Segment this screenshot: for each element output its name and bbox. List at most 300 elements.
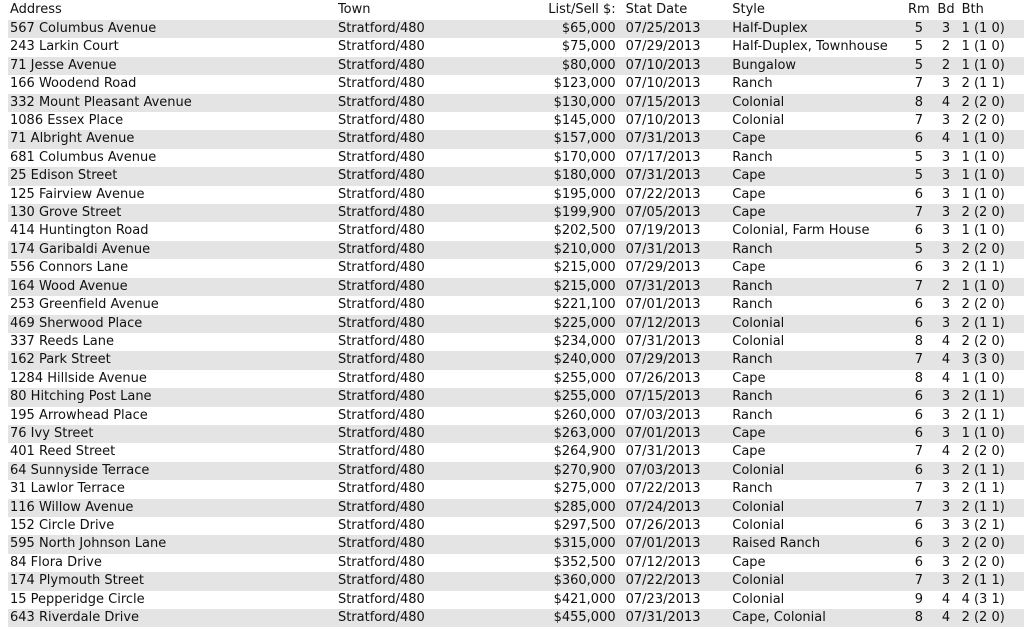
cell-style: Colonial	[732, 462, 785, 478]
table-row	[8, 425, 1024, 443]
cell-rooms: 5	[914, 39, 923, 55]
cell-town: Stratford/480	[337, 57, 425, 73]
table-row	[8, 480, 1024, 498]
cell-price: $75,000	[561, 39, 616, 55]
cell-bedrooms: 3	[941, 223, 951, 239]
cell-date: 07/29/2013	[625, 352, 701, 368]
cell-date: 07/01/2013	[625, 425, 701, 441]
table-row	[8, 535, 1024, 553]
cell-baths: 2 (2 0)	[961, 113, 1005, 129]
cell-bedrooms: 4	[941, 352, 951, 368]
cell-baths: 2 (2 0)	[961, 554, 1005, 570]
cell-price: $421,000	[553, 591, 616, 607]
cell-rooms: 5	[914, 168, 923, 184]
cell-date: 07/26/2013	[625, 370, 701, 386]
cell-price: $157,000	[553, 131, 616, 147]
cell-address: 162 Park Street	[10, 352, 111, 368]
cell-bedrooms: 2	[941, 57, 951, 73]
cell-town: Stratford/480	[337, 462, 425, 478]
cell-baths: 1 (1 0)	[961, 186, 1005, 202]
cell-style: Ranch	[732, 389, 773, 405]
cell-price: $199,900	[553, 205, 616, 221]
cell-baths: 2 (2 0)	[961, 297, 1005, 313]
cell-address: 164 Wood Avenue	[10, 278, 128, 294]
cell-baths: 1 (1 0)	[961, 57, 1005, 73]
cell-address: 125 Fairview Avenue	[10, 186, 145, 202]
cell-baths: 2 (1 1)	[961, 481, 1005, 497]
header-address: Address	[10, 2, 62, 17]
cell-baths: 2 (2 0)	[961, 205, 1005, 221]
cell-address: 31 Lawlor Terrace	[10, 481, 125, 497]
cell-address: 595 North Johnson Lane	[10, 536, 167, 552]
cell-price: $315,000	[553, 536, 616, 552]
cell-town: Stratford/480	[337, 352, 425, 368]
cell-price: $145,000	[553, 113, 616, 129]
cell-bedrooms: 3	[941, 462, 951, 478]
cell-town: Stratford/480	[337, 333, 425, 349]
table-row	[8, 149, 1024, 167]
cell-address: 64 Sunnyside Terrace	[10, 462, 150, 478]
cell-baths: 1 (1 0)	[961, 131, 1005, 147]
cell-address: 332 Mount Pleasant Avenue	[10, 94, 192, 110]
cell-baths: 1 (1 0)	[961, 21, 1005, 36]
cell-price: $80,000	[561, 57, 616, 73]
cell-bedrooms: 3	[941, 205, 951, 221]
cell-style: Cape	[732, 186, 766, 202]
cell-style: Ranch	[732, 352, 773, 368]
cell-rooms: 6	[914, 517, 923, 533]
table-row	[8, 609, 1024, 627]
cell-style: Cape	[732, 260, 766, 276]
table-row	[8, 388, 1024, 406]
cell-price: $264,900	[553, 444, 616, 460]
cell-bedrooms: 3	[941, 481, 951, 497]
cell-style: Cape	[732, 444, 766, 460]
cell-town: Stratford/480	[337, 389, 425, 405]
cell-baths: 1 (1 0)	[961, 149, 1005, 165]
cell-baths: 2 (2 0)	[961, 94, 1005, 110]
cell-date: 07/01/2013	[625, 297, 701, 313]
table-row	[8, 57, 1024, 75]
cell-style: Half-Duplex	[732, 21, 808, 36]
cell-baths: 2 (2 0)	[961, 241, 1005, 257]
cell-style: Bungalow	[732, 57, 797, 73]
cell-baths: 2 (1 1)	[961, 389, 1005, 405]
cell-date: 07/05/2013	[625, 205, 701, 221]
cell-address: 71 Jesse Avenue	[10, 57, 117, 73]
cell-baths: 1 (1 0)	[961, 223, 1005, 239]
cell-rooms: 6	[914, 462, 923, 478]
cell-address: 643 Riverdale Drive	[10, 610, 140, 625]
cell-style: Colonial	[732, 591, 785, 607]
cell-bedrooms: 2	[941, 278, 951, 294]
cell-baths: 2 (1 1)	[961, 573, 1005, 589]
cell-price: $221,100	[553, 297, 616, 313]
cell-town: Stratford/480	[337, 591, 425, 607]
cell-price: $180,000	[553, 168, 616, 184]
cell-bedrooms: 3	[941, 425, 951, 441]
cell-town: Stratford/480	[337, 425, 425, 441]
cell-rooms: 7	[914, 278, 923, 294]
cell-address: 130 Grove Street	[10, 205, 122, 221]
cell-date: 07/01/2013	[625, 536, 701, 552]
table-row	[8, 75, 1024, 93]
table-row	[8, 517, 1024, 535]
cell-baths: 1 (1 0)	[961, 370, 1005, 386]
cell-baths: 1 (1 0)	[961, 278, 1005, 294]
cell-address: 469 Sherwood Place	[10, 315, 143, 331]
cell-style: Ranch	[732, 278, 773, 294]
cell-bedrooms: 4	[941, 94, 951, 110]
cell-bedrooms: 3	[941, 297, 951, 313]
cell-date: 07/10/2013	[625, 113, 701, 129]
table-row	[8, 462, 1024, 480]
cell-bedrooms: 3	[941, 168, 951, 184]
cell-baths: 4 (3 1)	[961, 591, 1005, 607]
cell-date: 07/03/2013	[625, 462, 701, 478]
cell-bedrooms: 3	[941, 76, 951, 92]
table-row	[8, 572, 1024, 590]
table-row	[8, 499, 1024, 517]
cell-town: Stratford/480	[337, 297, 425, 313]
cell-date: 07/24/2013	[625, 499, 701, 515]
cell-price: $240,000	[553, 352, 616, 368]
cell-price: $65,000	[561, 21, 616, 36]
cell-address: 152 Circle Drive	[10, 517, 115, 533]
cell-rooms: 8	[914, 94, 923, 110]
table-row	[8, 186, 1024, 204]
cell-date: 07/23/2013	[625, 591, 701, 607]
cell-town: Stratford/480	[337, 113, 425, 129]
cell-rooms: 7	[914, 76, 923, 92]
cell-town: Stratford/480	[337, 370, 425, 386]
cell-town: Stratford/480	[337, 573, 425, 589]
cell-rooms: 7	[914, 444, 923, 460]
cell-address: 401 Reed Street	[10, 444, 116, 460]
cell-rooms: 6	[914, 389, 923, 405]
cell-address: 556 Connors Lane	[10, 260, 129, 276]
cell-rooms: 7	[914, 205, 923, 221]
cell-style: Cape	[732, 425, 766, 441]
cell-style: Half-Duplex, Townhouse	[732, 39, 888, 55]
cell-rooms: 9	[914, 591, 923, 607]
cell-rooms: 6	[914, 425, 923, 441]
table-row	[8, 370, 1024, 388]
cell-price: $234,000	[553, 333, 616, 349]
table-row	[8, 278, 1024, 296]
cell-rooms: 7	[914, 481, 923, 497]
cell-rooms: 6	[914, 297, 923, 313]
cell-date: 07/31/2013	[625, 241, 701, 257]
cell-date: 07/12/2013	[625, 554, 701, 570]
cell-bedrooms: 3	[941, 389, 951, 405]
cell-address: 166 Woodend Road	[10, 76, 137, 92]
cell-address: 174 Garibaldi Avenue	[10, 241, 151, 257]
cell-address: 1086 Essex Place	[10, 113, 124, 129]
cell-bedrooms: 3	[941, 573, 951, 589]
cell-style: Ranch	[732, 481, 773, 497]
cell-date: 07/17/2013	[625, 149, 701, 165]
cell-baths: 2 (2 0)	[961, 333, 1005, 349]
cell-bedrooms: 3	[941, 499, 951, 515]
cell-style: Cape	[732, 370, 766, 386]
cell-date: 07/10/2013	[625, 57, 701, 73]
cell-rooms: 6	[914, 186, 923, 202]
table-row	[8, 20, 1024, 38]
cell-style: Colonial	[732, 517, 785, 533]
cell-town: Stratford/480	[337, 131, 425, 147]
table-row	[8, 443, 1024, 461]
table-row	[8, 296, 1024, 314]
cell-town: Stratford/480	[337, 205, 425, 221]
cell-date: 07/12/2013	[625, 315, 701, 331]
header-baths: Bth	[961, 2, 984, 17]
cell-town: Stratford/480	[337, 536, 425, 552]
cell-price: $260,000	[553, 407, 616, 423]
cell-town: Stratford/480	[337, 94, 425, 110]
cell-price: $275,000	[553, 481, 616, 497]
cell-baths: 2 (1 1)	[961, 407, 1005, 423]
cell-style: Cape	[732, 168, 766, 184]
cell-town: Stratford/480	[337, 481, 425, 497]
table-row	[8, 259, 1024, 277]
cell-date: 07/03/2013	[625, 407, 701, 423]
cell-town: Stratford/480	[337, 186, 425, 202]
cell-style: Raised Ranch	[732, 536, 821, 552]
table-row	[8, 333, 1024, 351]
cell-style: Colonial	[732, 573, 785, 589]
cell-address: 253 Greenfield Avenue	[10, 297, 159, 313]
table-row	[8, 554, 1024, 572]
cell-price: $210,000	[553, 241, 616, 257]
cell-town: Stratford/480	[337, 241, 425, 257]
cell-price: $285,000	[553, 499, 616, 515]
cell-baths: 3 (2 1)	[961, 517, 1005, 533]
cell-style: Ranch	[732, 297, 773, 313]
table-row	[8, 38, 1024, 56]
cell-town: Stratford/480	[337, 223, 425, 239]
cell-address: 1284 Hillside Avenue	[10, 370, 147, 386]
cell-town: Stratford/480	[337, 76, 425, 92]
cell-style: Cape	[732, 205, 766, 221]
table-row	[8, 94, 1024, 112]
cell-baths: 2 (1 1)	[961, 260, 1005, 276]
cell-date: 07/22/2013	[625, 481, 701, 497]
cell-style: Colonial	[732, 315, 785, 331]
cell-bedrooms: 3	[941, 186, 951, 202]
cell-address: 195 Arrowhead Place	[10, 407, 148, 423]
cell-price: $202,500	[553, 223, 616, 239]
cell-address: 15 Pepperidge Circle	[10, 591, 145, 607]
cell-baths: 2 (1 1)	[961, 76, 1005, 92]
cell-address: 243 Larkin Court	[10, 39, 119, 55]
cell-town: Stratford/480	[337, 39, 425, 55]
cell-address: 414 Huntington Road	[10, 223, 149, 239]
cell-date: 07/22/2013	[625, 186, 701, 202]
cell-town: Stratford/480	[337, 444, 425, 460]
cell-date: 07/22/2013	[625, 573, 701, 589]
table-row	[8, 591, 1024, 609]
cell-bedrooms: 3	[941, 517, 951, 533]
cell-rooms: 6	[914, 223, 923, 239]
cell-price: $255,000	[553, 370, 616, 386]
cell-style: Colonial	[732, 113, 785, 129]
cell-baths: 1 (1 0)	[961, 39, 1005, 55]
cell-bedrooms: 3	[941, 260, 951, 276]
cell-baths: 1 (1 0)	[961, 168, 1005, 184]
cell-town: Stratford/480	[337, 554, 425, 570]
table-row	[8, 222, 1024, 240]
cell-town: Stratford/480	[337, 407, 425, 423]
cell-date: 07/31/2013	[625, 168, 701, 184]
cell-style: Ranch	[732, 407, 773, 423]
cell-bedrooms: 3	[941, 407, 951, 423]
cell-rooms: 5	[914, 21, 923, 36]
cell-price: $130,000	[553, 94, 616, 110]
cell-bedrooms: 3	[941, 554, 951, 570]
cell-price: $270,900	[553, 462, 616, 478]
cell-style: Ranch	[732, 241, 773, 257]
cell-town: Stratford/480	[337, 168, 425, 184]
header-bedrooms: Bd	[937, 2, 955, 17]
cell-address: 25 Edison Street	[10, 168, 118, 184]
cell-address: 76 Ivy Street	[10, 425, 94, 441]
cell-address: 80 Hitching Post Lane	[10, 389, 152, 405]
table-row	[8, 112, 1024, 130]
cell-town: Stratford/480	[337, 315, 425, 331]
cell-address: 567 Columbus Avenue	[10, 21, 157, 36]
cell-date: 07/29/2013	[625, 260, 701, 276]
cell-date: 07/31/2013	[625, 333, 701, 349]
cell-rooms: 6	[914, 407, 923, 423]
cell-address: 84 Flora Drive	[10, 554, 102, 570]
cell-price: $360,000	[553, 573, 616, 589]
cell-baths: 2 (1 1)	[961, 315, 1005, 331]
cell-bedrooms: 4	[941, 370, 951, 386]
cell-rooms: 6	[914, 260, 923, 276]
cell-town: Stratford/480	[337, 278, 425, 294]
cell-date: 07/29/2013	[625, 39, 701, 55]
cell-rooms: 6	[914, 554, 923, 570]
table-body	[8, 20, 1024, 627]
cell-date: 07/19/2013	[625, 223, 701, 239]
cell-rooms: 7	[914, 113, 923, 129]
cell-style: Colonial	[732, 499, 785, 515]
cell-rooms: 7	[914, 499, 923, 515]
cell-date: 07/26/2013	[625, 517, 701, 533]
table-row	[8, 167, 1024, 185]
cell-date: 07/15/2013	[625, 94, 701, 110]
cell-town: Stratford/480	[337, 610, 425, 625]
table-row	[8, 407, 1024, 425]
header-date: Stat Date	[625, 2, 688, 17]
cell-price: $255,000	[553, 389, 616, 405]
cell-price: $225,000	[553, 315, 616, 331]
cell-rooms: 5	[914, 241, 923, 257]
cell-baths: 2 (2 0)	[961, 444, 1005, 460]
cell-address: 337 Reeds Lane	[10, 333, 114, 349]
table-row	[8, 351, 1024, 369]
cell-address: 116 Willow Avenue	[10, 499, 134, 515]
cell-rooms: 6	[914, 315, 923, 331]
cell-town: Stratford/480	[337, 21, 425, 36]
cell-price: $215,000	[553, 278, 616, 294]
cell-rooms: 5	[914, 57, 923, 73]
cell-bedrooms: 4	[941, 610, 951, 625]
cell-rooms: 5	[914, 149, 923, 165]
table-row	[8, 315, 1024, 333]
sales-table	[8, 0, 1024, 627]
cell-style: Ranch	[732, 149, 773, 165]
cell-baths: 1 (1 0)	[961, 425, 1005, 441]
cell-price: $455,000	[553, 610, 616, 625]
cell-date: 07/15/2013	[625, 389, 701, 405]
cell-bedrooms: 4	[941, 444, 951, 460]
cell-bedrooms: 3	[941, 149, 951, 165]
cell-town: Stratford/480	[337, 517, 425, 533]
cell-style: Cape, Colonial	[732, 610, 826, 625]
header-row	[8, 0, 1024, 20]
cell-bedrooms: 3	[941, 536, 951, 552]
cell-rooms: 8	[914, 333, 923, 349]
cell-date: 07/31/2013	[625, 278, 701, 294]
cell-style: Cape	[732, 554, 766, 570]
cell-price: $297,500	[553, 517, 616, 533]
cell-price: $352,500	[553, 554, 616, 570]
table-row	[8, 130, 1024, 148]
cell-price: $195,000	[553, 186, 616, 202]
cell-price: $263,000	[553, 425, 616, 441]
cell-bedrooms: 4	[941, 591, 951, 607]
cell-date: 07/31/2013	[625, 610, 701, 625]
cell-rooms: 7	[914, 573, 923, 589]
cell-style: Colonial	[732, 94, 785, 110]
cell-bedrooms: 4	[941, 131, 951, 147]
cell-bedrooms: 4	[941, 333, 951, 349]
cell-bedrooms: 3	[941, 315, 951, 331]
cell-price: $170,000	[553, 149, 616, 165]
cell-town: Stratford/480	[337, 499, 425, 515]
cell-bedrooms: 3	[941, 241, 951, 257]
cell-baths: 2 (2 0)	[961, 536, 1005, 552]
header-town: Town	[337, 2, 371, 17]
header-price: List/Sell $:	[548, 2, 616, 17]
cell-baths: 2 (1 1)	[961, 499, 1005, 515]
cell-address: 174 Plymouth Street	[10, 573, 144, 589]
cell-bedrooms: 3	[941, 21, 951, 36]
cell-date: 07/31/2013	[625, 131, 701, 147]
cell-baths: 2 (2 0)	[961, 610, 1005, 625]
cell-date: 07/25/2013	[625, 21, 701, 36]
cell-bedrooms: 2	[941, 39, 951, 55]
cell-style: Colonial, Farm House	[732, 223, 870, 239]
header-rooms: Rm	[907, 2, 930, 17]
cell-town: Stratford/480	[337, 149, 425, 165]
cell-address: 681 Columbus Avenue	[10, 149, 157, 165]
table-row	[8, 241, 1024, 259]
cell-date: 07/10/2013	[625, 76, 701, 92]
cell-style: Colonial	[732, 333, 785, 349]
cell-bedrooms: 3	[941, 113, 951, 129]
cell-price: $215,000	[553, 260, 616, 276]
cell-style: Ranch	[732, 76, 773, 92]
cell-town: Stratford/480	[337, 260, 425, 276]
cell-rooms: 6	[914, 536, 923, 552]
table-row	[8, 204, 1024, 222]
cell-rooms: 8	[914, 610, 923, 625]
cell-rooms: 7	[914, 352, 923, 368]
cell-date: 07/31/2013	[625, 444, 701, 460]
